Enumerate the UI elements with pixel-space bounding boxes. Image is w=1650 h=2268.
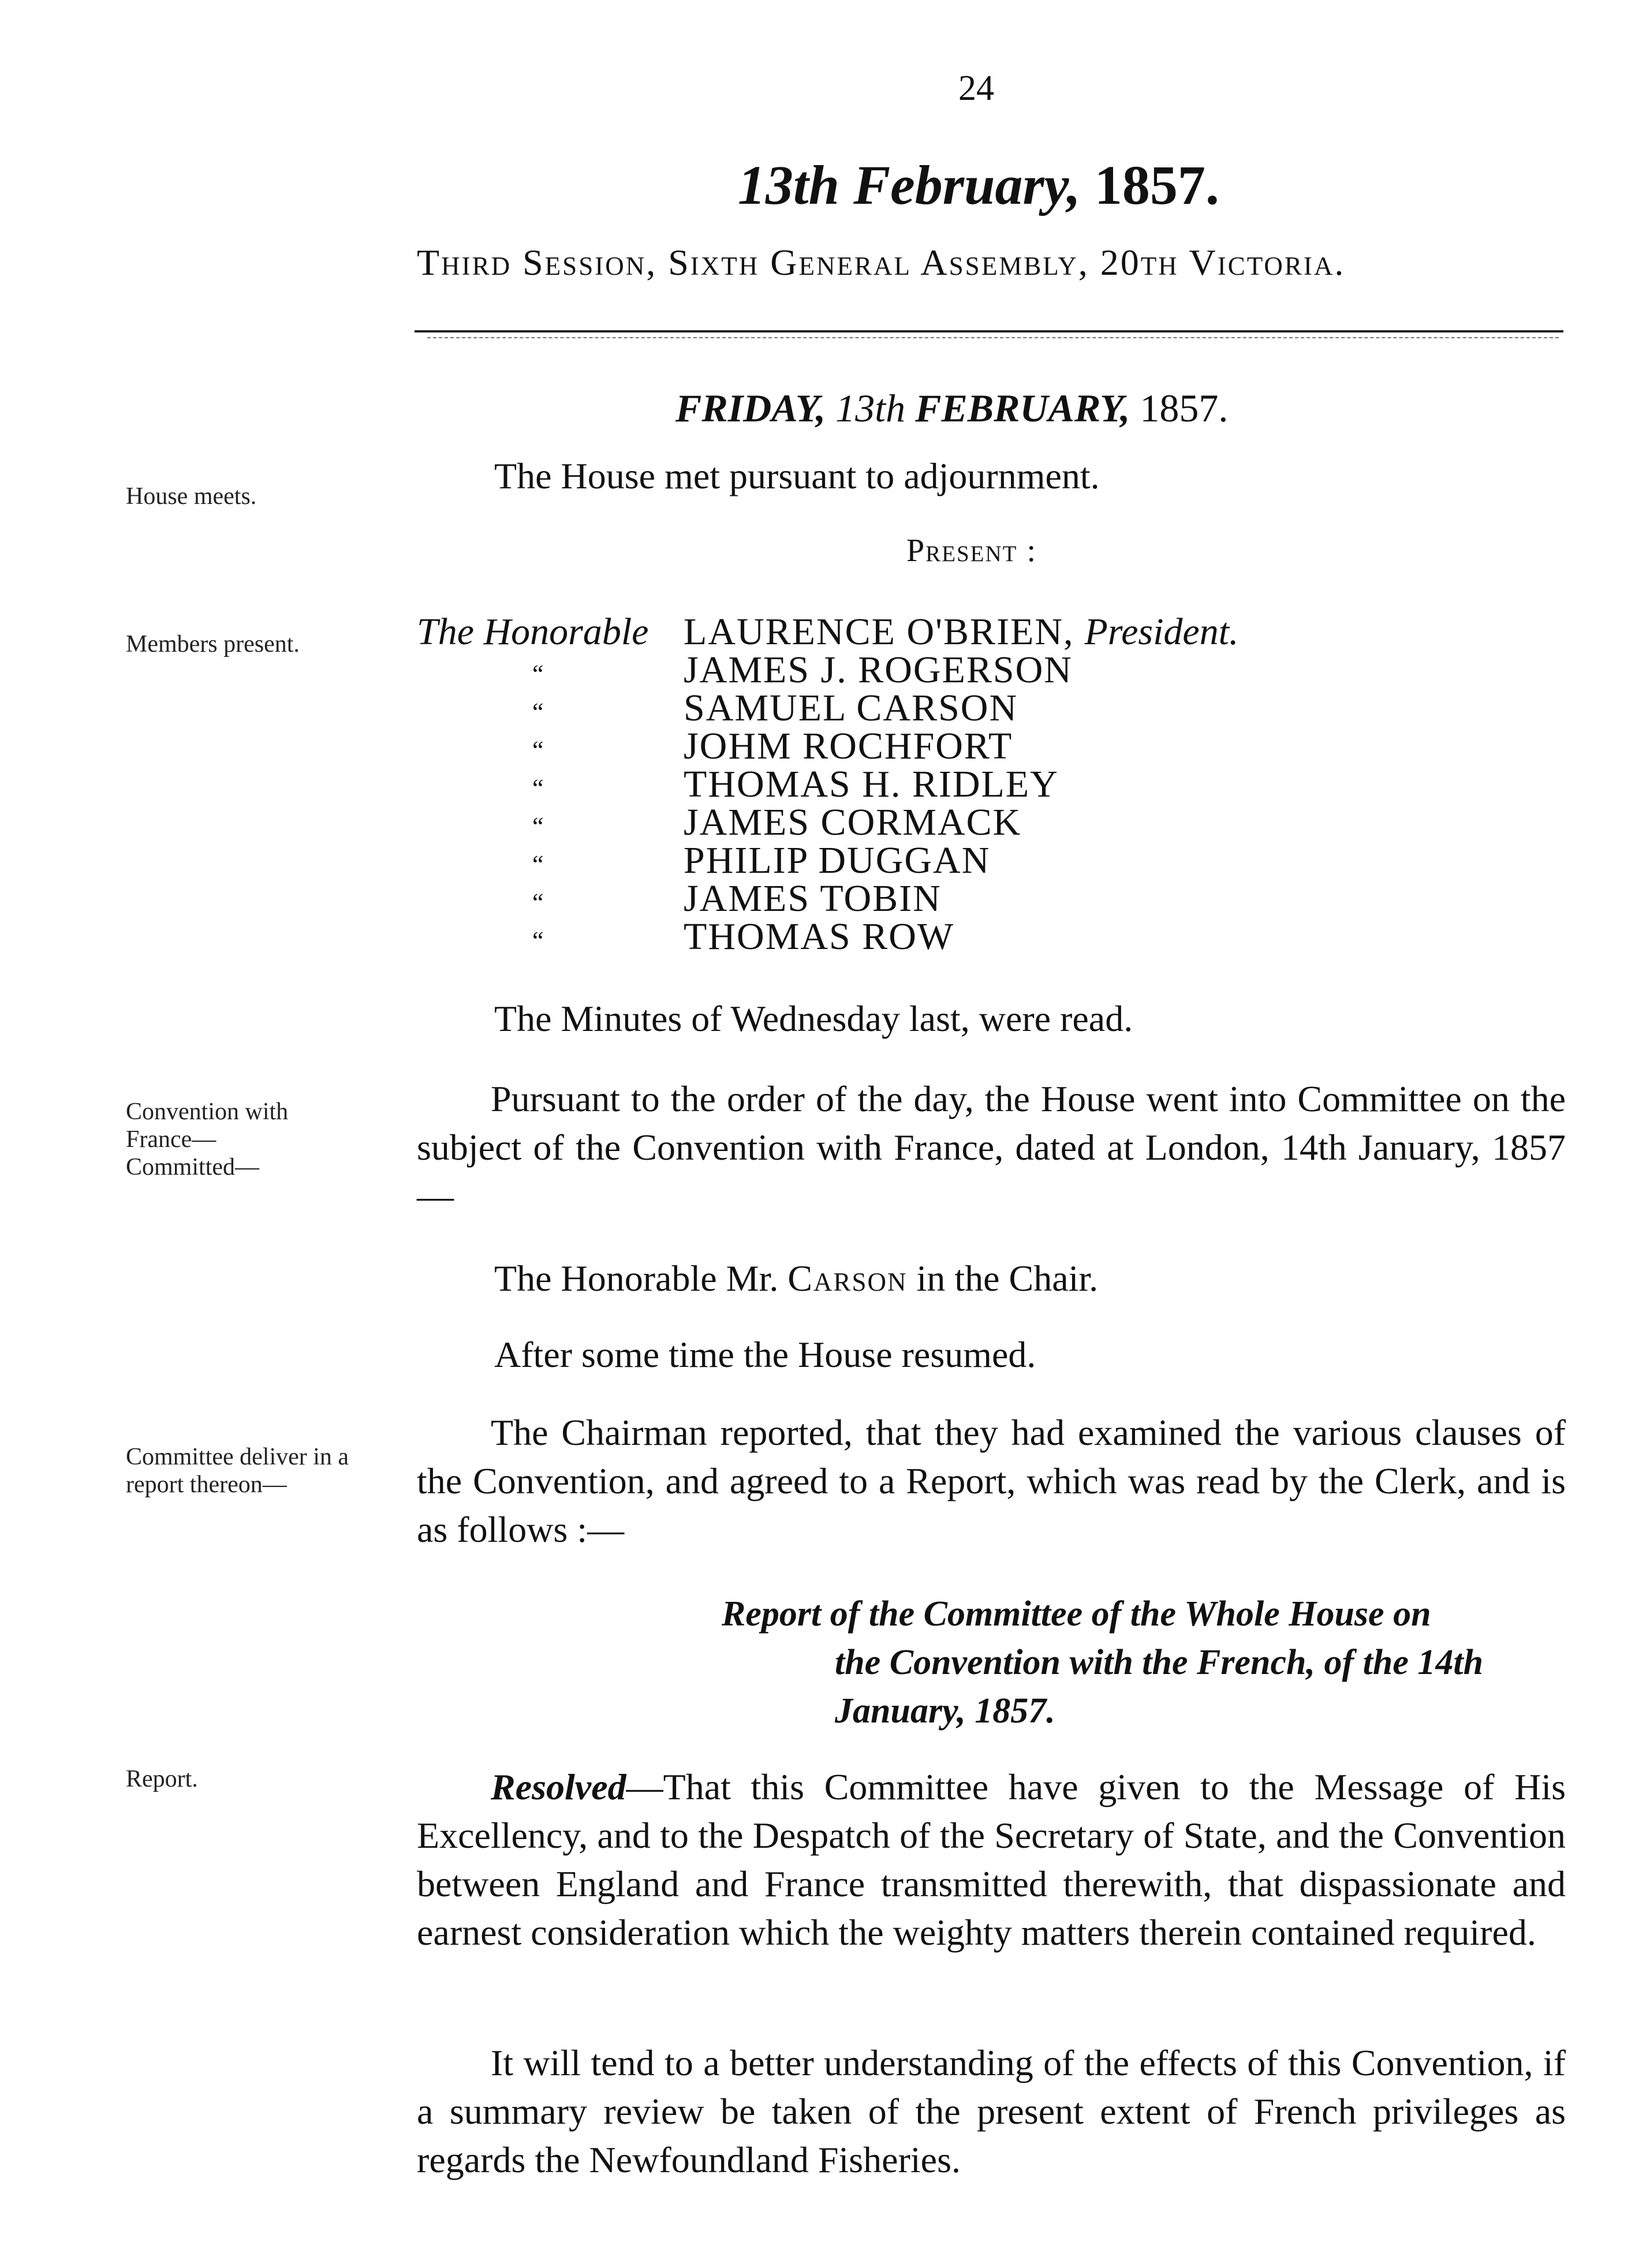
- margin-note-members-present: Members present.: [126, 631, 300, 657]
- member-row: [417, 727, 1239, 765]
- member-row: [417, 613, 1239, 651]
- member-name: THOMAS ROW: [684, 916, 955, 958]
- page-number: 24: [958, 69, 994, 108]
- date-year: 1857.: [1094, 154, 1219, 216]
- report-title-line2: the Convention with the French, of the 14th: [835, 1643, 1484, 1682]
- margin-note-committee-line1: Committee deliver in a: [126, 1444, 349, 1470]
- final-paragraph-text: It will tend to a better understanding of the effects of this Convention, if a summary review be taken of the present extent of French privileges as regards the Newfoundland Fisheries.: [417, 2042, 1566, 2180]
- member-row: [417, 801, 1239, 843]
- member-name: JAMES J. ROGERSON: [684, 649, 1073, 691]
- resolved-paragraph: [417, 1763, 1566, 1957]
- header-rule-dashed: [427, 337, 1559, 338]
- chairman-paragraph: [417, 1408, 1566, 1554]
- margin-note-house-meets: House meets.: [126, 483, 257, 510]
- ditto-mark: “: [532, 736, 544, 764]
- house-met-line: The House met pursuant to adjournment.: [494, 455, 1100, 496]
- member-prefix: The Honorable: [417, 611, 649, 653]
- member-row: [417, 918, 1239, 956]
- member-name: PHILIP DUGGAN: [684, 839, 991, 881]
- margin-note-convention-line1: Convention with: [126, 1098, 289, 1125]
- margin-note-report: Report.: [126, 1766, 198, 1792]
- ditto-mark: “: [532, 926, 544, 955]
- member-name: JOHM ROCHFORT: [684, 725, 1013, 767]
- member-row: [417, 765, 1239, 804]
- margin-note-convention: [126, 1098, 288, 1181]
- ditto-mark: “: [532, 774, 544, 802]
- member-name: THOMAS H. RIDLEY: [684, 763, 1059, 805]
- pursuant-paragraph: [417, 1075, 1566, 1220]
- ditto-mark: “: [532, 698, 544, 726]
- ditto-mark: “: [532, 888, 544, 917]
- ditto-mark: “: [532, 850, 544, 879]
- chair-line-pre: The Honorable Mr.: [494, 1258, 779, 1299]
- member-row: [417, 839, 1239, 881]
- ditto-mark: “: [532, 812, 544, 840]
- member-name: JAMES TOBIN: [684, 877, 942, 920]
- members-list: [417, 613, 1239, 956]
- page-date-title: [738, 153, 1219, 217]
- day-heading-day: FRIDAY,: [675, 386, 826, 430]
- day-heading-year: 1857.: [1140, 386, 1229, 430]
- margin-note-convention-line2: France—: [126, 1126, 216, 1153]
- day-heading: [675, 386, 1228, 431]
- header-rule: [415, 330, 1563, 332]
- date-month: February,: [853, 154, 1081, 216]
- pursuant-paragraph-text: Pursuant to the order of the day, the House went into Committee on the subject of the Convention with France, dated at London, 14th January, 1857—: [417, 1078, 1566, 1216]
- member-row: [417, 689, 1239, 727]
- member-president-title: President.: [1084, 611, 1239, 653]
- ditto-mark: “: [532, 660, 544, 688]
- resumed-line: After some time the House resumed.: [494, 1334, 1036, 1375]
- member-name: SAMUEL CARSON: [684, 687, 1018, 729]
- chair-name: Carson: [787, 1258, 908, 1299]
- chair-line: [494, 1257, 1098, 1300]
- member-name: LAURENCE O'BRIEN,: [684, 611, 1074, 653]
- chair-line-post: in the Chair.: [916, 1258, 1099, 1299]
- margin-note-committee-line2: report thereon—: [126, 1471, 287, 1498]
- report-title-line3: January, 1857.: [835, 1691, 1055, 1731]
- minutes-read-line: The Minutes of Wednesday last, were read.: [494, 998, 1133, 1039]
- final-paragraph: [417, 2039, 1566, 2184]
- margin-note-convention-line3: Committed—: [126, 1154, 259, 1180]
- resolved-text: —That this Committee have given to the Message of His Excellency, and to the Despatch of the Secretary of State, and the Convention between England and France transmitted therewith, that dispassionate and earnest consideration which the weighty matters therein contained required.: [417, 1766, 1566, 1953]
- margin-note-committee: [126, 1443, 349, 1499]
- member-name: JAMES CORMACK: [684, 801, 1022, 843]
- member-row: [417, 877, 1239, 920]
- report-title-line1: Report of the Committee of the Whole House on: [722, 1594, 1431, 1634]
- present-heading: Present :: [906, 533, 1037, 569]
- resolved-word: Resolved: [491, 1766, 626, 1807]
- day-heading-date: 13th: [835, 386, 906, 430]
- member-row: [417, 651, 1239, 689]
- date-day: 13th: [738, 154, 840, 216]
- session-line: Third Session, Sixth General Assembly, 20th Victoria.: [417, 242, 1346, 283]
- chairman-paragraph-text: The Chairman reported, that they had examined the various clauses of the Convention, and agreed to a Report, which was read by the Clerk, and is as follows :—: [417, 1412, 1566, 1550]
- day-heading-month: FEBRUARY,: [915, 386, 1130, 430]
